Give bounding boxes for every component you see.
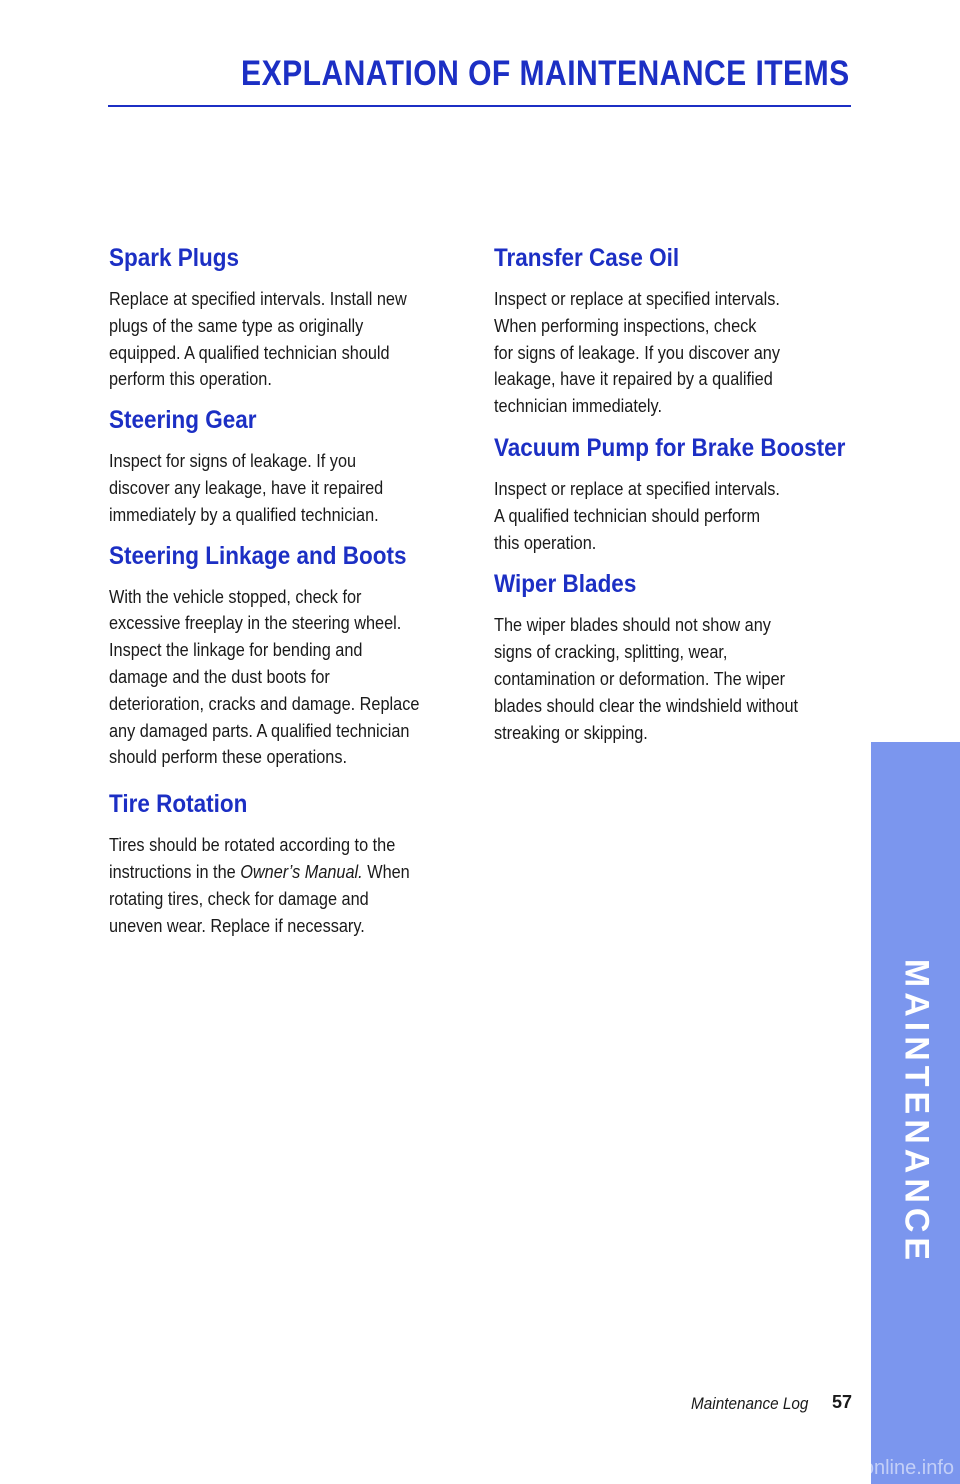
section-vacuum-pump — [494, 430, 844, 556]
section-heading: Steering Gear — [109, 406, 257, 435]
section-heading: Tire Rotation — [109, 790, 248, 819]
page-title: EXPLANATION OF MAINTENANCE ITEMS — [241, 54, 850, 93]
section-steering-linkage — [109, 538, 459, 772]
section-heading: Transfer Case Oil — [494, 244, 680, 272]
section-transfer-case-oil — [494, 240, 844, 420]
section-body: The wiper blades should not show any signs of cracking, splitting, wear, contamination or deformation. The wiper blades should clear the windshield without streaking or skipping. — [494, 614, 799, 743]
sidebar-tab — [871, 742, 960, 1484]
page-number: 57 — [831, 1392, 852, 1412]
left-column — [109, 240, 459, 939]
watermark: carmanualsonline.info — [759, 1457, 954, 1479]
section-wiper-blades — [494, 566, 844, 746]
right-column — [494, 240, 844, 746]
body-text: Tires should be rotated according to the instructions in the — [109, 834, 396, 882]
footer-label: Maintenance Log — [690, 1394, 808, 1413]
section-heading: Wiper Blades — [494, 570, 637, 599]
section-body: Inspect or replace at specified intervals. A qualified technician should perform this operation. — [494, 477, 780, 553]
sidebar-tab-label: MAINTENANCE — [897, 958, 935, 1266]
section-body: Inspect or replace at specified intervals. When performing inspections, check for signs of leakage. If you discover any leakage, have it repaired by a qualified technician immediately. — [494, 288, 780, 417]
owners-manual-reference: Owner’s Manual. — [240, 860, 363, 882]
section-body — [109, 832, 461, 939]
section-heading: Steering Linkage and Boots — [109, 541, 407, 570]
section-spark-plugs — [109, 240, 459, 393]
body-text: When rotating tires, check for damage and uneven wear. Replace if necessary. — [109, 860, 410, 936]
section-tire-rotation — [109, 786, 459, 939]
section-body: With the vehicle stopped, check for excessive freeplay in the steering wheel. Inspect the linkage for bending and damage and the dust boots for deterioration, cracks and damage. Replace any damaged parts. A qualified technician should perform these operations. — [109, 585, 420, 768]
section-body: Inspect for signs of leakage. If you discover any leakage, have it repaired immediately by a qualified technician. — [109, 450, 384, 525]
section-heading: Vacuum Pump for Brake Booster — [494, 433, 846, 462]
section-heading: Spark Plugs — [109, 244, 240, 272]
header-divider — [108, 105, 851, 107]
section-steering-gear — [109, 402, 459, 528]
section-body: Replace at specified intervals. Install new plugs of the same type as originally equipped. A qualified technician should perform this operation. — [109, 288, 407, 390]
